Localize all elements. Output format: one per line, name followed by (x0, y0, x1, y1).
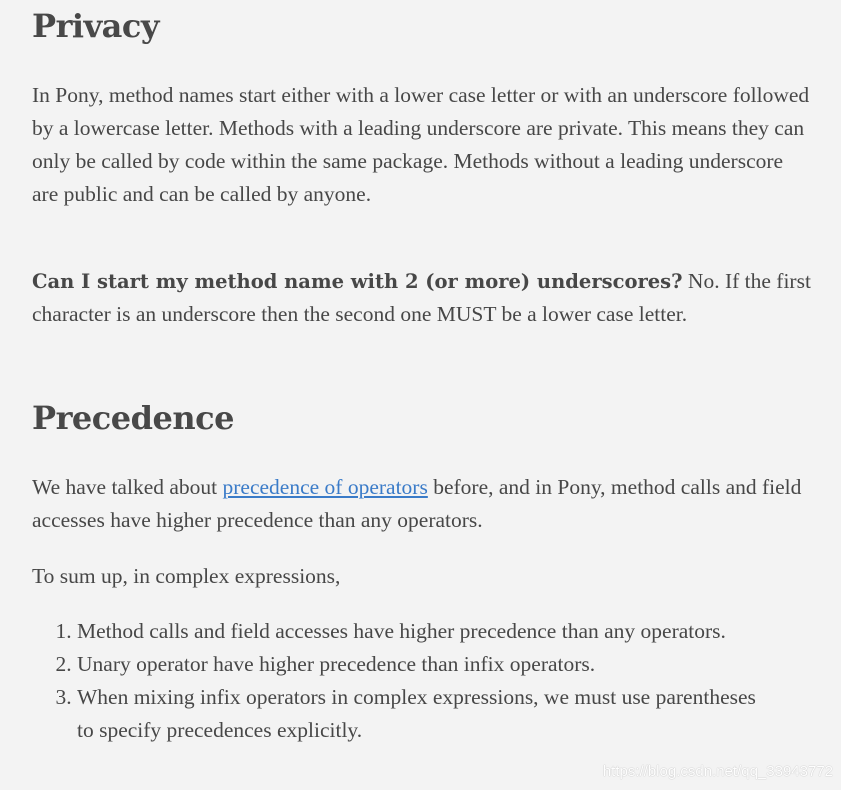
precedence-intro-paragraph (32, 471, 812, 537)
intro-text-after: before, and in Pony, method calls and field accesses have higher precedence than any operators. (32, 475, 802, 532)
precedence-rules-list (32, 615, 777, 747)
intro-text-before: We have talked about (32, 475, 223, 499)
watermark: https://blog.csdn.net/qq_33943772 (602, 763, 833, 780)
summary-intro: To sum up, in complex expressions, (32, 564, 341, 588)
list-item: 3. When mixing infix operators in complex expressions, we must use parentheses to specify precedences explicitly. (77, 681, 777, 747)
list-item: 2. Unary operator have higher precedence than infix operators. (77, 648, 777, 681)
faq-answer: No. If the first character is an underscore then the second one MUST be a lower case letter. (32, 269, 811, 326)
list-item: 1. Method calls and field accesses have higher precedence than any operators. (77, 615, 777, 648)
precedence-of-operators-link[interactable]: precedence of operators (222, 475, 428, 499)
heading-privacy: Privacy (32, 7, 159, 45)
privacy-faq-paragraph (32, 265, 812, 331)
privacy-paragraph: In Pony, method names start either with a lower case letter or with an underscore followed by a lowercase letter. Methods with a leading underscore are private. This means they can only be called by code within the same package. Methods without a leading underscore are public and can be called by anyone. (32, 83, 810, 206)
heading-precedence: Precedence (32, 399, 234, 437)
faq-question: Can I start my method name with 2 (or more) underscores? (32, 270, 683, 293)
